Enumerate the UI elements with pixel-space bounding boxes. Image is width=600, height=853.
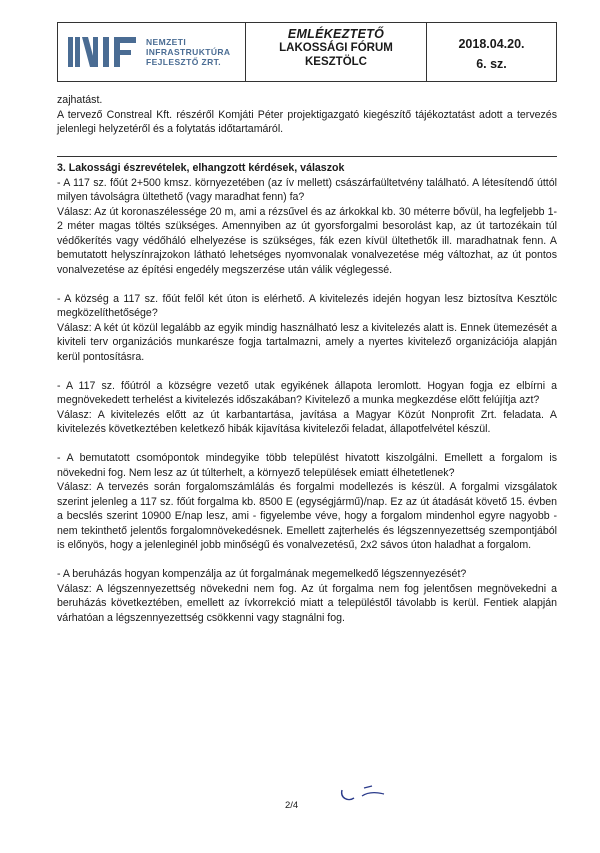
logo-cell <box>58 23 246 81</box>
doc-title: EMLÉKEZTETŐ <box>287 27 385 41</box>
org-line-1: NEMZETI <box>146 37 187 47</box>
qa-item <box>57 379 557 437</box>
nif-logo-icon <box>66 33 140 71</box>
document-body <box>57 93 557 625</box>
qa-item <box>57 292 557 365</box>
intro-line-1: zajhatást. <box>57 94 103 106</box>
answer-text: Válasz: A tervezés során forgalomszámlálás és forgalmi modellezés is készül. A forgalmi vizsgálatok szerint jelenleg a 117 sz. főút forgalma kb. 8500 E (egységjármű)/nap. Ez az út átadását követő 15. évben a becslés szerint 10900 E/nap lesz, ami - figyelembe véve, hogy a forgalom mindenhol egyre nagyobb - nem tekinthető jelentős forgalomnövekedésnek. Emellett zajterhelés és légszennyezettség szempontjából is előnyös, hogy a jelenleginél jobb minőségű és vonalvezetésű, 2x2 sávos úton haladhat a forgalom. <box>57 481 557 551</box>
doc-number: 6. sz. <box>476 57 507 71</box>
document-header <box>57 22 557 82</box>
question-text: - A község a 117 sz. főút felől két úton is elérhető. A kivitelezés idején hogyan lesz biztosítva Kesztölc megközelíthetősége? <box>57 292 557 319</box>
page-number: 2/4 <box>285 800 299 811</box>
qa-item <box>57 176 557 278</box>
question-text: - A 117 sz. főút 2+500 kmsz. környezetében (az ív mellett) császárfaültetvény található. A létesítendő úttól milyen távolságra ültethető (vagy maradhat fenn) fa? <box>57 176 557 203</box>
doc-date: 2018.04.20. <box>458 37 525 51</box>
org-line-3: FEJLESZTŐ ZRT. <box>146 57 222 67</box>
doc-subtitle-1: LAKOSSÁGI FÓRUM <box>279 42 393 54</box>
title-cell <box>246 23 427 81</box>
qa-item <box>57 451 557 553</box>
handwritten-initials-icon <box>338 780 388 808</box>
intro-paragraph: A tervező Constreal Kft. részéről Komjáti Péter projektigazgató kiegészítő tájékoztatást adott a tervezés jelenlegi helyzetéről és a folytatás időtartamáról. <box>57 108 557 135</box>
answer-text: Válasz: A légszennyezettség növekedni nem fog. Az út forgalma nem fog jelentősen megnövekedni a beruházás következtében, emellett az ívkorrekció miatt a településtől távolabb is kerül. Fentiek alapján várhatóan a légszennyezettség csökkenni vagy stagnálni fog. <box>57 582 557 624</box>
question-text: - A 117 sz. főútról a községre vezető utak egyikének állapota leromlott. Hogyan fogja ez elbírni a megnövekedett terhelést a kivitelezés időszakában? Kivitelező a munka megkezdése előtt felújítja azt? <box>57 379 557 406</box>
org-line-2: INFRASTRUKTÚRA <box>146 47 231 57</box>
org-name <box>146 37 230 67</box>
question-text: - A beruházás hogyan kompenzálja az út forgalmának megemelkedő légszennyezését? <box>57 568 467 580</box>
date-cell <box>427 23 556 81</box>
answer-text: Válasz: A kivitelezés előtt az út karbantartása, javítása a Magyar Közút Nonprofit Zrt. feladata. A kivitelezés következtében keletkező hibák kijavítása kivitelezői feladat, állapotfelvétel készül. <box>57 408 557 435</box>
answer-text: Válasz: Az út koronaszélessége 20 m, ami a rézsűvel és az árkokkal kb. 30 méterre bővül, ha legfeljebb 1-2 méter magas töltés szükséges. Amennyiben az út gyorsforgalmi besorolást kap, az út tartozékain túl védőkerítés vagy védőháló elhelyezése is szükséges, fák ezen kívül ültethetők ill. maradhatnak fenn. A bemutatott helyszínrajzokon látható lehetséges nyomvonalak vonalvezetése még változhat, az út pontos vonalvezetése az építési engedély megszerzése után válik véglegessé. <box>57 205 557 276</box>
answer-text: Válasz: A két út közül legalább az egyik mindig használható lesz a kivitelezés alatt is. Ennek ütemezését a kiviteli terv organizációs munkarésze fogja tartalmazni, amely a nyertes kivitelező organizációja alapján kerül pontosításra. <box>57 321 557 363</box>
section-divider <box>57 156 557 157</box>
doc-subtitle-2: KESZTÖLC <box>305 56 367 68</box>
question-text: - A bemutatott csomópontok mindegyike több települést hivatott kiszolgálni. Emellett a forgalom is növekedni fog. Nem lesz az út túlterhelt, a környező települések emiatt élhetetlenek? <box>57 452 557 479</box>
qa-item <box>57 567 557 625</box>
section-title: 3. Lakossági észrevételek, elhangzott kérdések, válaszok <box>57 162 345 174</box>
